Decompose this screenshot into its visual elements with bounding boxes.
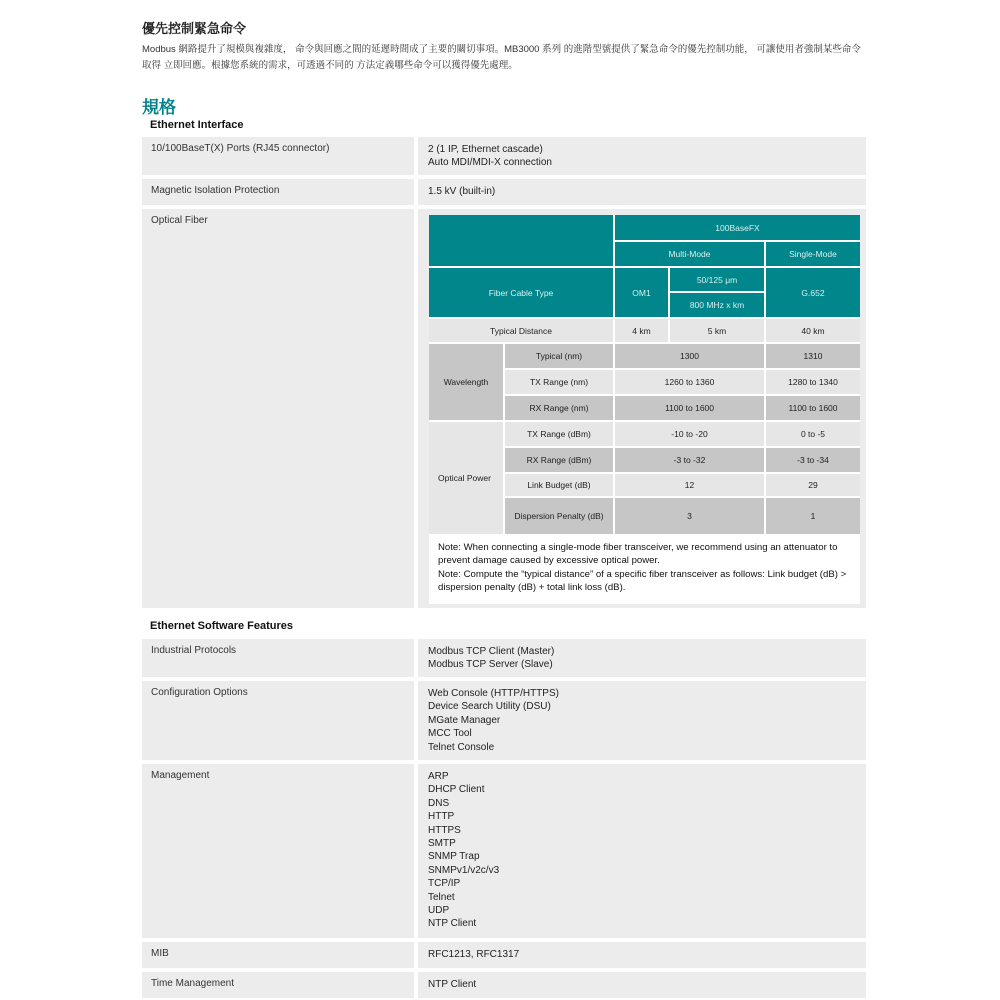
typical-distance-om1: 4 km	[615, 319, 668, 342]
spec-value: HTTPS	[428, 824, 461, 836]
spec-value: NTP Client	[428, 918, 477, 930]
spec-value: 1.5 kV (built-in)	[428, 186, 496, 197]
fiber-cable-type-label: Fiber Cable Type	[429, 268, 613, 317]
spec-row	[142, 972, 866, 998]
op-budget-single: 29	[766, 474, 860, 496]
op-rx-label: RX Range (dBm)	[505, 448, 613, 472]
op-rx-single: -3 to -34	[766, 448, 860, 472]
spec-value: Auto MDI/MDI-X connection	[428, 157, 552, 169]
table-corner-cell	[429, 215, 613, 266]
wl-tx-label: TX Range (nm)	[505, 370, 613, 394]
intro-paragraph: Modbus 網路提升了規模與複雜度， 命令與回應之間的延遲時間成了主要的關切事項。MB3000 系列 的進階型號提供了緊急命令的優先控制功能， 可讓使用者強制某些命令取得 立即回應。根據您系統的需求，可透過不同的 方法定義哪些命令可以獲得優先處理。	[142, 44, 861, 71]
spec-value: ARP	[428, 771, 449, 782]
wl-rx-label: RX Range (nm)	[505, 396, 613, 420]
header-single-mode: Single-Mode	[766, 242, 860, 266]
spec-label-cell	[142, 681, 414, 760]
spec-label: Management	[151, 770, 210, 781]
spec-label-cell	[142, 764, 414, 938]
wl-tx-single: 1280 to 1340	[766, 370, 860, 394]
spec-value-cell	[418, 972, 866, 998]
spec-value: UDP	[428, 905, 450, 917]
fiber-g652: G.652	[766, 268, 860, 317]
spec-label-cell	[142, 639, 414, 677]
op-budget-multi: 12	[615, 474, 764, 496]
spec-label: Optical Fiber	[151, 215, 208, 226]
spec-label: Magnetic Isolation Protection	[151, 185, 280, 196]
spec-value-cell	[418, 179, 866, 205]
spec-row	[142, 942, 866, 968]
spec-row	[142, 137, 866, 175]
typical-distance-50-125: 5 km	[670, 319, 764, 342]
spec-value: Telnet	[428, 891, 455, 903]
wavelength-label: Wavelength	[429, 344, 503, 420]
spec-value-cell	[418, 639, 866, 677]
fiber-800mhz: 800 MHz x km	[670, 293, 764, 317]
spec-value: Web Console (HTTP/HTTPS)	[428, 688, 559, 699]
spec-label-cell	[142, 137, 414, 175]
spec-value: TCP/IP	[428, 878, 461, 890]
software-features-heading: Ethernet Software Features	[150, 620, 294, 632]
header-100basefx: 100BaseFX	[615, 215, 860, 240]
spec-label: Time Management	[151, 978, 234, 989]
spec-value-cell	[418, 681, 866, 760]
op-dispersion-label: Dispersion Penalty (dB)	[505, 498, 613, 534]
spec-value-cell	[418, 764, 866, 938]
typical-distance-label: Typical Distance	[429, 319, 613, 342]
op-rx-multi: -3 to -32	[615, 448, 764, 472]
spec-value: Modbus TCP Client (Master)	[428, 646, 555, 657]
spec-value: MCC Tool	[428, 728, 472, 740]
spec-value: DNS	[428, 797, 450, 809]
spec-value: NTP Client	[428, 979, 477, 990]
wl-typical-label: Typical (nm)	[505, 344, 613, 368]
spec-value-cell	[418, 137, 866, 175]
spec-value: Device Search Utility (DSU)	[428, 701, 551, 713]
spec-label: MIB	[151, 948, 169, 959]
spec-title: 規格	[142, 98, 176, 117]
spec-row	[142, 681, 866, 760]
spec-value: Telnet Console	[428, 741, 495, 753]
spec-value: DHCP Client	[428, 784, 485, 796]
wl-typical-single: 1310	[766, 344, 860, 368]
op-tx-multi: -10 to -20	[615, 422, 764, 446]
op-budget-label: Link Budget (dB)	[505, 474, 613, 496]
typical-distance-single: 40 km	[766, 319, 860, 342]
spec-value-cell	[418, 942, 866, 968]
op-tx-single: 0 to -5	[766, 422, 860, 446]
spec-row	[142, 639, 866, 677]
spec-value: 2 (1 IP, Ethernet cascade)	[428, 144, 543, 155]
wl-rx-multi: 1100 to 1600	[615, 396, 764, 420]
spec-label-cell	[142, 179, 414, 205]
note-single-mode: Note: When connecting a single-mode fiber transceiver, we recommend using an attenuator to prevent damage caused by excessive optical power.	[438, 542, 838, 567]
wl-rx-single: 1100 to 1600	[766, 396, 860, 420]
optical-power-label: Optical Power	[429, 422, 503, 534]
op-dispersion-multi: 3	[615, 498, 764, 534]
wl-tx-multi: 1260 to 1360	[615, 370, 764, 394]
spec-row	[142, 179, 866, 205]
op-dispersion-single: 1	[766, 498, 860, 534]
note-typical-distance: Note: Compute the “typical distance” of a specific fiber transceiver as follows: Link budget (dB) > dispersion penalty (dB) + total link loss (dB).	[438, 568, 847, 594]
optical-notes	[438, 541, 848, 595]
spec-value: HTTP	[428, 811, 455, 823]
spec-label: Industrial Protocols	[151, 645, 237, 656]
spec-value: SNMP Trap	[428, 851, 480, 863]
fiber-50-125: 50/125 μm	[670, 268, 764, 291]
spec-value: MGate Manager	[428, 714, 501, 726]
spec-label: Configuration Options	[151, 687, 248, 698]
spec-label-cell	[142, 209, 414, 608]
spec-value: Modbus TCP Server (Slave)	[428, 659, 553, 671]
spec-row	[142, 764, 866, 938]
spec-value: SNMPv1/v2c/v3	[428, 864, 500, 876]
fiber-om1: OM1	[615, 268, 668, 317]
ethernet-interface-heading: Ethernet Interface	[150, 119, 244, 131]
wl-typical-multi: 1300	[615, 344, 764, 368]
spec-label-cell	[142, 972, 414, 998]
intro-title: 優先控制緊急命令	[142, 21, 247, 36]
header-multi-mode: Multi-Mode	[615, 242, 764, 266]
op-tx-label: TX Range (dBm)	[505, 422, 613, 446]
spec-value: SMTP	[428, 838, 456, 850]
spec-label: 10/100BaseT(X) Ports (RJ45 connector)	[151, 143, 330, 154]
spec-value: RFC1213, RFC1317	[428, 949, 520, 960]
spec-label-cell	[142, 942, 414, 968]
